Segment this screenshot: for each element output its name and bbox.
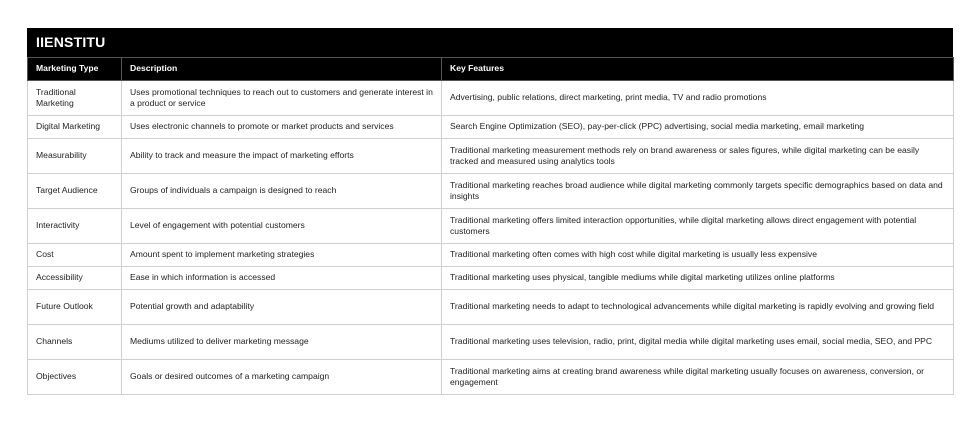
cell-description: Ability to track and measure the impact of marketing efforts [122, 139, 442, 174]
header-description: Description [122, 58, 442, 81]
header-marketing-type: Marketing Type [28, 58, 122, 81]
table-row [28, 139, 954, 174]
table-row [28, 81, 954, 116]
table-header-row [28, 58, 954, 81]
table-row [28, 267, 954, 290]
table-row [28, 209, 954, 244]
cell-type: Digital Marketing [28, 116, 122, 139]
cell-type: Channels [28, 325, 122, 360]
cell-features: Traditional marketing uses television, radio, print, digital media while digital marketing uses email, social media, SEO, and PPC [442, 325, 954, 360]
cell-type: Objectives [28, 360, 122, 395]
cell-description: Uses promotional techniques to reach out to customers and generate interest in a product or service [122, 81, 442, 116]
cell-features: Advertising, public relations, direct marketing, print media, TV and radio promotions [442, 81, 954, 116]
cell-type: Target Audience [28, 174, 122, 209]
cell-type: Accessibility [28, 267, 122, 290]
table-row [28, 325, 954, 360]
brand-title: IIENSTITU [27, 28, 953, 57]
cell-description: Mediums utilized to deliver marketing message [122, 325, 442, 360]
cell-features: Traditional marketing reaches broad audience while digital marketing commonly targets specific demographics based on data and insights [442, 174, 954, 209]
cell-features: Traditional marketing uses physical, tangible mediums while digital marketing utilizes online platforms [442, 267, 954, 290]
cell-description: Ease in which information is accessed [122, 267, 442, 290]
cell-type: Traditional Marketing [28, 81, 122, 116]
cell-type: Cost [28, 244, 122, 267]
table-row [28, 360, 954, 395]
table-row [28, 290, 954, 325]
table-row [28, 174, 954, 209]
header-key-features: Key Features [442, 58, 954, 81]
table-row [28, 116, 954, 139]
cell-description: Goals or desired outcomes of a marketing campaign [122, 360, 442, 395]
cell-features: Traditional marketing needs to adapt to technological advancements while digital marketing is rapidly evolving and growing field [442, 290, 954, 325]
cell-description: Uses electronic channels to promote or market products and services [122, 116, 442, 139]
table-row [28, 244, 954, 267]
comparison-table [27, 57, 954, 395]
cell-description: Amount spent to implement marketing strategies [122, 244, 442, 267]
cell-features: Search Engine Optimization (SEO), pay-per-click (PPC) advertising, social media marketing, email marketing [442, 116, 954, 139]
cell-description: Level of engagement with potential customers [122, 209, 442, 244]
cell-features: Traditional marketing often comes with high cost while digital marketing is usually less expensive [442, 244, 954, 267]
cell-features: Traditional marketing measurement methods rely on brand awareness or sales figures, while digital marketing can be easily tracked and measured using analytics tools [442, 139, 954, 174]
cell-features: Traditional marketing aims at creating brand awareness while digital marketing usually focuses on awareness, conversion, or engagement [442, 360, 954, 395]
cell-type: Future Outlook [28, 290, 122, 325]
table-container [27, 28, 953, 395]
cell-description: Groups of individuals a campaign is designed to reach [122, 174, 442, 209]
cell-type: Measurability [28, 139, 122, 174]
cell-description: Potential growth and adaptability [122, 290, 442, 325]
cell-features: Traditional marketing offers limited interaction opportunities, while digital marketing allows direct engagement with potential customers [442, 209, 954, 244]
cell-type: Interactivity [28, 209, 122, 244]
